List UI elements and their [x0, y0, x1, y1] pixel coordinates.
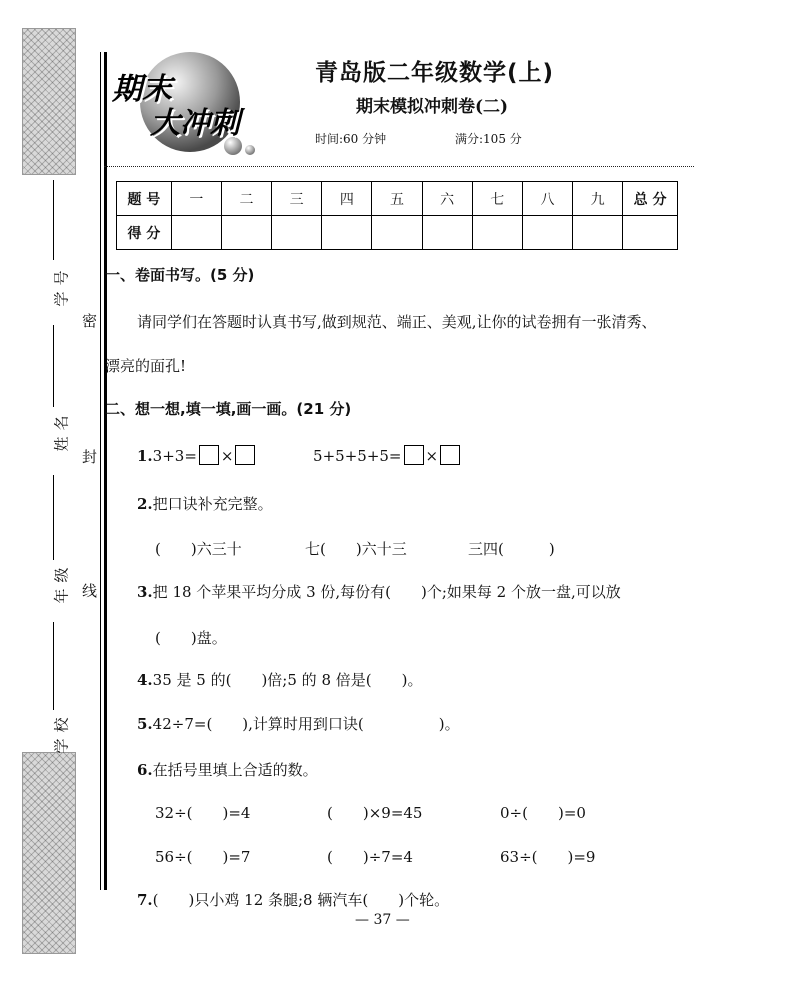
question-text[interactable]: 35 是 5 的( )倍;5 的 8 倍是( )。	[152, 671, 423, 689]
logo-text-1: 期末	[112, 72, 172, 107]
score-cell: 题 号	[117, 182, 172, 216]
score-input-cell[interactable]	[472, 216, 522, 250]
q2-item[interactable]: ( )六三十	[155, 540, 242, 558]
question-text: 在括号里填上合适的数。	[152, 761, 318, 779]
section1-text: 漂亮的面孔!	[105, 357, 187, 375]
q6-item[interactable]: ( )÷7=4	[327, 848, 413, 866]
section1-heading: 一、卷面书写。(5 分)	[105, 266, 255, 284]
score-cell: 四	[322, 182, 372, 216]
score-cell: 五	[372, 182, 422, 216]
question-number: 6.	[137, 761, 153, 779]
score-cell: 九	[573, 182, 623, 216]
score-input-cell[interactable]	[322, 216, 372, 250]
question-number: 5.	[137, 715, 153, 733]
binding-line-thick	[104, 52, 107, 890]
score-input-cell[interactable]	[272, 216, 322, 250]
question-1	[137, 445, 462, 465]
blank-xuexiao	[53, 622, 54, 710]
question-number: 3.	[137, 583, 153, 601]
page-subtitle: 期末模拟冲刺卷(二)	[356, 97, 509, 117]
binding-pattern-top	[22, 28, 76, 175]
question-number: 2.	[137, 495, 153, 513]
question-4	[137, 669, 422, 690]
logo-text-2: 大冲刺	[150, 106, 240, 141]
score-cell: 二	[221, 182, 271, 216]
score-table-header-row	[117, 182, 678, 216]
q6-item[interactable]: 56÷( )=7	[155, 848, 251, 866]
binding-line-thin	[100, 52, 101, 890]
score-input-cell[interactable]	[623, 216, 678, 250]
seal-mi: 密	[82, 312, 98, 330]
answer-box[interactable]	[440, 445, 460, 465]
q6-item[interactable]: 0÷( )=0	[500, 804, 586, 822]
question-number: 1.	[137, 447, 153, 465]
q1-expr-b: 5+5+5+5=	[313, 447, 402, 465]
score-input-cell[interactable]	[422, 216, 472, 250]
page-title: 青岛版二年级数学(上)	[315, 60, 555, 86]
blank-nianji	[53, 475, 54, 560]
score-cell: 得 分	[117, 216, 172, 250]
question-6	[137, 759, 318, 780]
score-cell: 一	[171, 182, 221, 216]
page-number: — 37 —	[355, 912, 410, 928]
blank-xingming	[53, 325, 54, 407]
label-xingming: 姓名	[52, 409, 71, 452]
answer-box[interactable]	[199, 445, 219, 465]
question-number: 7.	[137, 891, 153, 909]
label-xuexiao: 学校	[52, 711, 71, 754]
q6-item[interactable]: 32÷( )=4	[155, 804, 251, 822]
times-sign: ×	[220, 447, 234, 465]
score-input-cell[interactable]	[522, 216, 572, 250]
score-input-cell[interactable]	[372, 216, 422, 250]
question-5	[137, 713, 460, 734]
q6-item[interactable]: 63÷( )=9	[500, 848, 596, 866]
answer-box[interactable]	[404, 445, 424, 465]
score-cell: 总 分	[623, 182, 678, 216]
seal-feng: 封	[82, 448, 98, 466]
section2-heading: 二、想一想,填一填,画一画。(21 分)	[105, 400, 352, 418]
q1-expr-a: 3+3=	[152, 447, 197, 465]
exam-score: 满分:105 分	[455, 132, 522, 146]
question-text[interactable]: 42÷7=( ),计算时用到口诀( )。	[152, 715, 460, 733]
score-input-cell[interactable]	[573, 216, 623, 250]
exam-time: 时间:60 分钟	[315, 132, 387, 146]
question-3	[137, 581, 621, 602]
seal-xian: 线	[82, 582, 98, 600]
score-input-cell[interactable]	[171, 216, 221, 250]
question-3-cont[interactable]: ( )盘。	[155, 629, 227, 647]
section1-text: 请同学们在答题时认真书写,做到规范、端正、美观,让你的试卷拥有一张清秀、	[137, 313, 657, 331]
question-2	[137, 493, 273, 514]
answer-box[interactable]	[235, 445, 255, 465]
question-text[interactable]: 把 18 个苹果平均分成 3 份,每份有( )个;如果每 2 个放一盘,可以放	[152, 583, 621, 601]
question-text: 把口诀补充完整。	[152, 495, 273, 513]
label-nianji: 年级	[52, 561, 71, 604]
score-cell: 三	[272, 182, 322, 216]
score-cell: 六	[422, 182, 472, 216]
header-divider	[104, 166, 694, 167]
q2-item[interactable]: 七( )六十三	[305, 540, 407, 558]
question-7	[137, 889, 449, 910]
logo	[108, 50, 268, 160]
score-cell: 八	[522, 182, 572, 216]
score-table-score-row	[117, 216, 678, 250]
times-sign: ×	[425, 447, 439, 465]
label-xuehao: 学号	[52, 264, 71, 307]
score-cell: 七	[472, 182, 522, 216]
score-input-cell[interactable]	[221, 216, 271, 250]
q6-item[interactable]: ( )×9=45	[327, 804, 423, 822]
question-text[interactable]: ( )只小鸡 12 条腿;8 辆汽车( )个轮。	[152, 891, 450, 909]
question-number: 4.	[137, 671, 153, 689]
q2-item[interactable]: 三四( )	[468, 540, 555, 558]
blank-xuehao	[53, 180, 54, 260]
binding-pattern-bottom	[22, 752, 76, 954]
score-table	[116, 181, 678, 250]
